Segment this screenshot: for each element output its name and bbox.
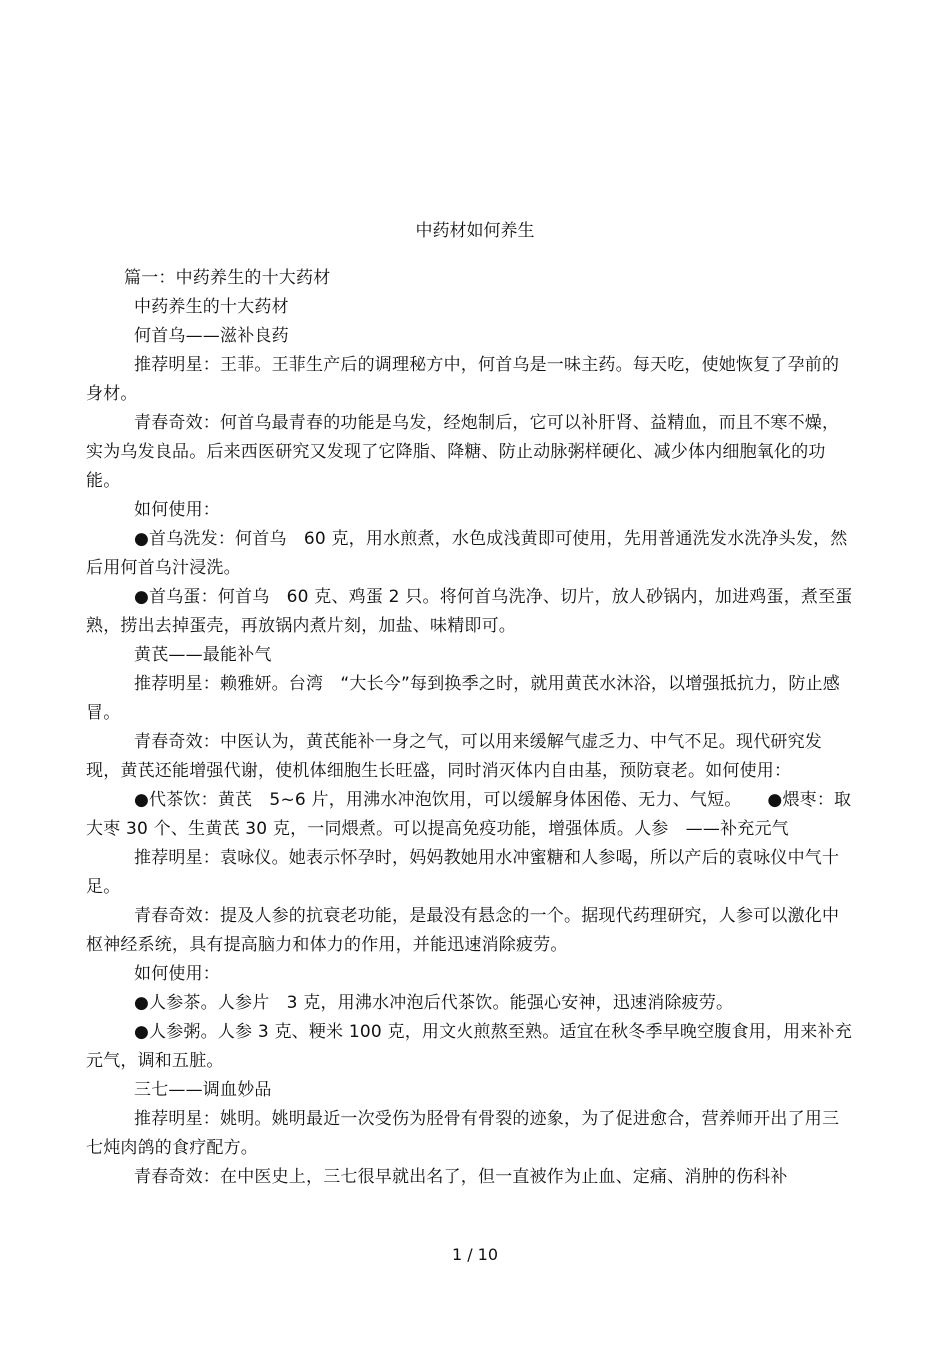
document-body — [86, 264, 856, 1192]
herb-heading: 三七——调血妙品 — [134, 1080, 272, 1100]
paragraph: 青春奇效：何首乌最青春的功能是乌发，经炮制后，它可以补肝肾、益精血，而且不寒不燥，实为乌发良品。后来西医研究又发现了它降脂、降糖、防止动脉粥样硬化、减少体内细胞氧化的功能。 — [86, 413, 840, 491]
paragraph: 如何使用： — [134, 964, 220, 984]
paragraph: 推荐明星：王菲。王菲生产后的调理秘方中，何首乌是一味主药。每天吃，使她恢复了孕前的身材。 — [86, 355, 840, 404]
paragraph: 推荐明星：赖雅妍。台湾 “大长今”每到换季之时，就用黄芪水沐浴，以增强抵抗力，防止感冒。 — [86, 674, 841, 723]
herb-heading: 黄芪——最能补气 — [134, 645, 272, 665]
paragraph: 推荐明星：袁咏仪。她表示怀孕时，妈妈教她用水冲蜜糖和人参喝，所以产后的袁咏仪中气十足。 — [86, 848, 840, 897]
section-heading: 篇一：中药养生的十大药材 — [124, 268, 331, 288]
paragraph: 推荐明星：姚明。姚明最近一次受伤为胫骨有骨裂的迹象，为了促进愈合，营养师开出了用三七炖肉鸽的食疗配方。 — [86, 1109, 840, 1158]
herb-heading: 何首乌——滋补良药 — [134, 326, 289, 346]
bullet-paragraph: ●代茶饮：黄芪 5~6 片，用沸水冲泡饮用，可以缓解身体困倦、无力、气短。 ●煨枣：取大枣 30 个、生黄芪 30 克，一同煨煮。可以提高免疫功能，增强体质。人参 ——补充元气 — [86, 790, 852, 839]
bullet-paragraph: ●首乌蛋：何首乌 60 克、鸡蛋 2 只。将何首乌洗净、切片，放人砂锅内，加进鸡蛋，煮至蛋熟，捞出去掉蛋壳，再放锅内煮片刻，加盐、味精即可。 — [86, 587, 853, 636]
page-number: 1 / 10 — [451, 1245, 499, 1264]
subsection-heading: 中药养生的十大药材 — [134, 297, 289, 317]
bullet-paragraph: ●人参粥。人参 3 克、粳米 100 克，用文火煎熬至熟。适宜在秋冬季早晚空腹食用，用来补充元气，调和五脏。 — [86, 1022, 852, 1071]
paragraph: 如何使用： — [134, 500, 220, 520]
paragraph: 青春奇效：中医认为，黄芪能补一身之气，可以用来缓解气虚乏力、中气不足。现代研究发现，黄芪还能增强代谢，使机体细胞生长旺盛，同时消灭体内自由基，预防衰老。如何使用： — [86, 732, 822, 781]
document-title: 中药材如何养生 — [415, 221, 535, 241]
bullet-paragraph: ●首乌洗发：何首乌 60 克，用水煎煮，水色成浅黄即可使用，先用普通洗发水洗净头发，然后用何首乌汁浸洗。 — [86, 529, 848, 578]
bullet-paragraph: ●人参茶。人参片 3 克，用沸水冲泡后代茶饮。能强心安神，迅速消除疲劳。 — [134, 993, 734, 1013]
paragraph: 青春奇效：在中医史上，三七很早就出名了，但一直被作为止血、定痛、消肿的伤科补 — [134, 1167, 788, 1187]
paragraph: 青春奇效：提及人参的抗衰老功能，是最没有悬念的一个。据现代药理研究，人参可以激化中枢神经系统，具有提高脑力和体力的作用，并能迅速消除疲劳。 — [86, 906, 840, 955]
